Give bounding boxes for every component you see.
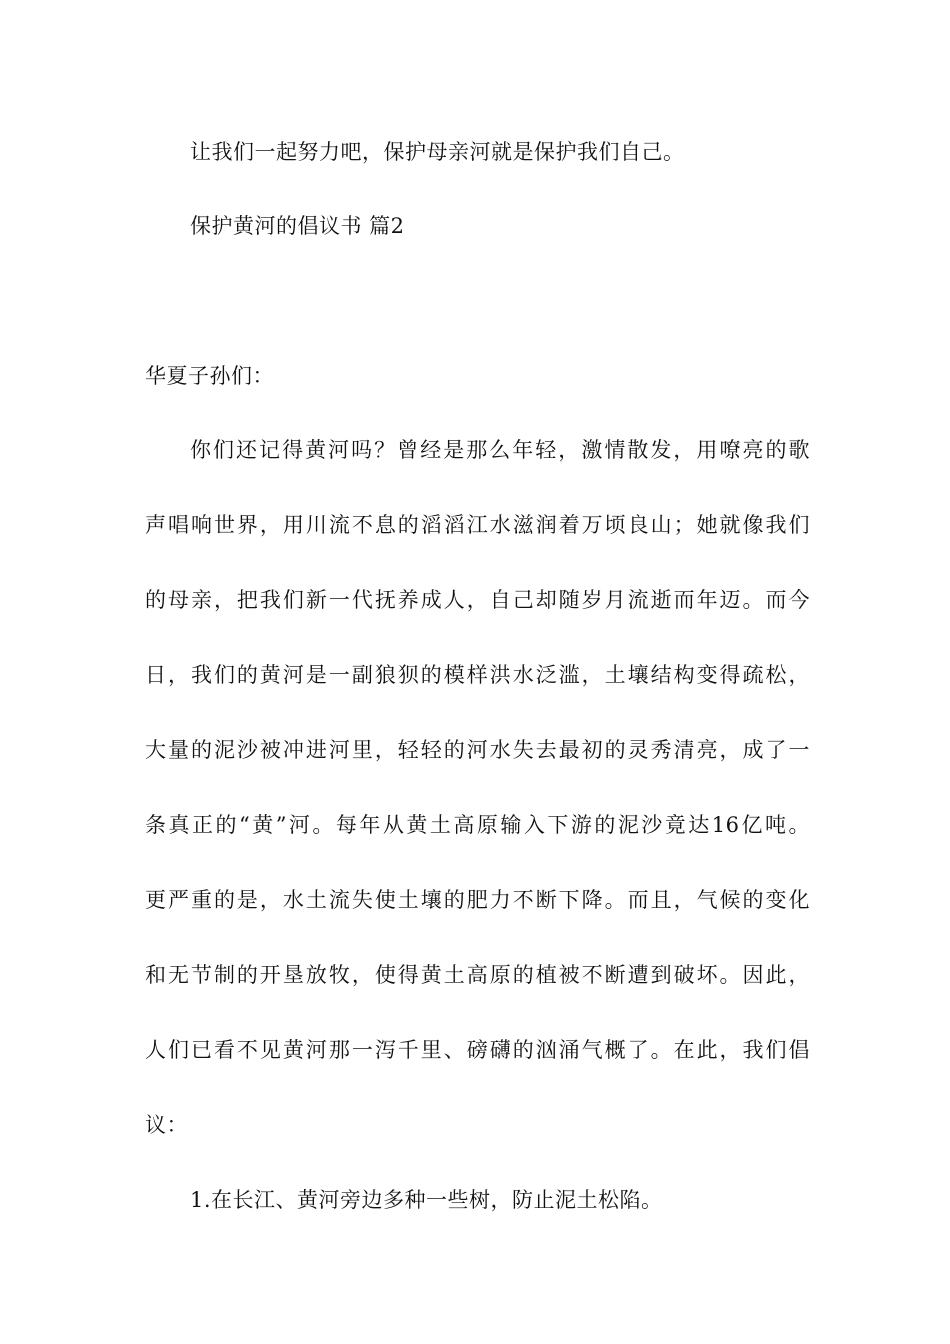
section-title: 保护黄河的倡议书 篇2	[190, 214, 405, 238]
body-line: 大量的泥沙被冲进河里，轻轻的河水失去最初的灵秀清亮，成了一	[145, 738, 810, 762]
body-line: 你们还记得黄河吗？曾经是那么年轻，激情散发，用嘹亮的歌	[190, 438, 810, 462]
list-item: 1.在长江、黄河旁边多种一些树，防止泥土松陷。	[190, 1188, 663, 1212]
body-line: 日，我们的黄河是一副狼狈的模样洪水泛滥，土壤结构变得疏松，	[145, 663, 810, 687]
body-line: 条真正的“黄”河。每年从黄土高原输入下游的泥沙竟达16亿吨。	[145, 813, 810, 837]
body-line: 的母亲，把我们新一代抚养成人，自己却随岁月流逝而年迈。而今	[145, 588, 810, 612]
body-line: 人们已看不见黄河那一泻千里、磅礴的汹涌气概了。在此，我们倡	[145, 1038, 810, 1062]
body-line: 更严重的是，水土流失使土壤的肥力不断下降。而且，气候的变化	[145, 888, 810, 912]
body-line: 和无节制的开垦放牧，使得黄土高原的植被不断遭到破坏。因此，	[145, 963, 810, 987]
body-line: 议：	[145, 1113, 188, 1137]
salutation: 华夏子孙们：	[145, 364, 274, 388]
body-line: 声唱响世界，用川流不息的滔滔江水滋润着万顷良山；她就像我们	[145, 513, 810, 537]
closing-paragraph: 让我们一起努力吧，保护母亲河就是保护我们自己。	[190, 140, 685, 164]
